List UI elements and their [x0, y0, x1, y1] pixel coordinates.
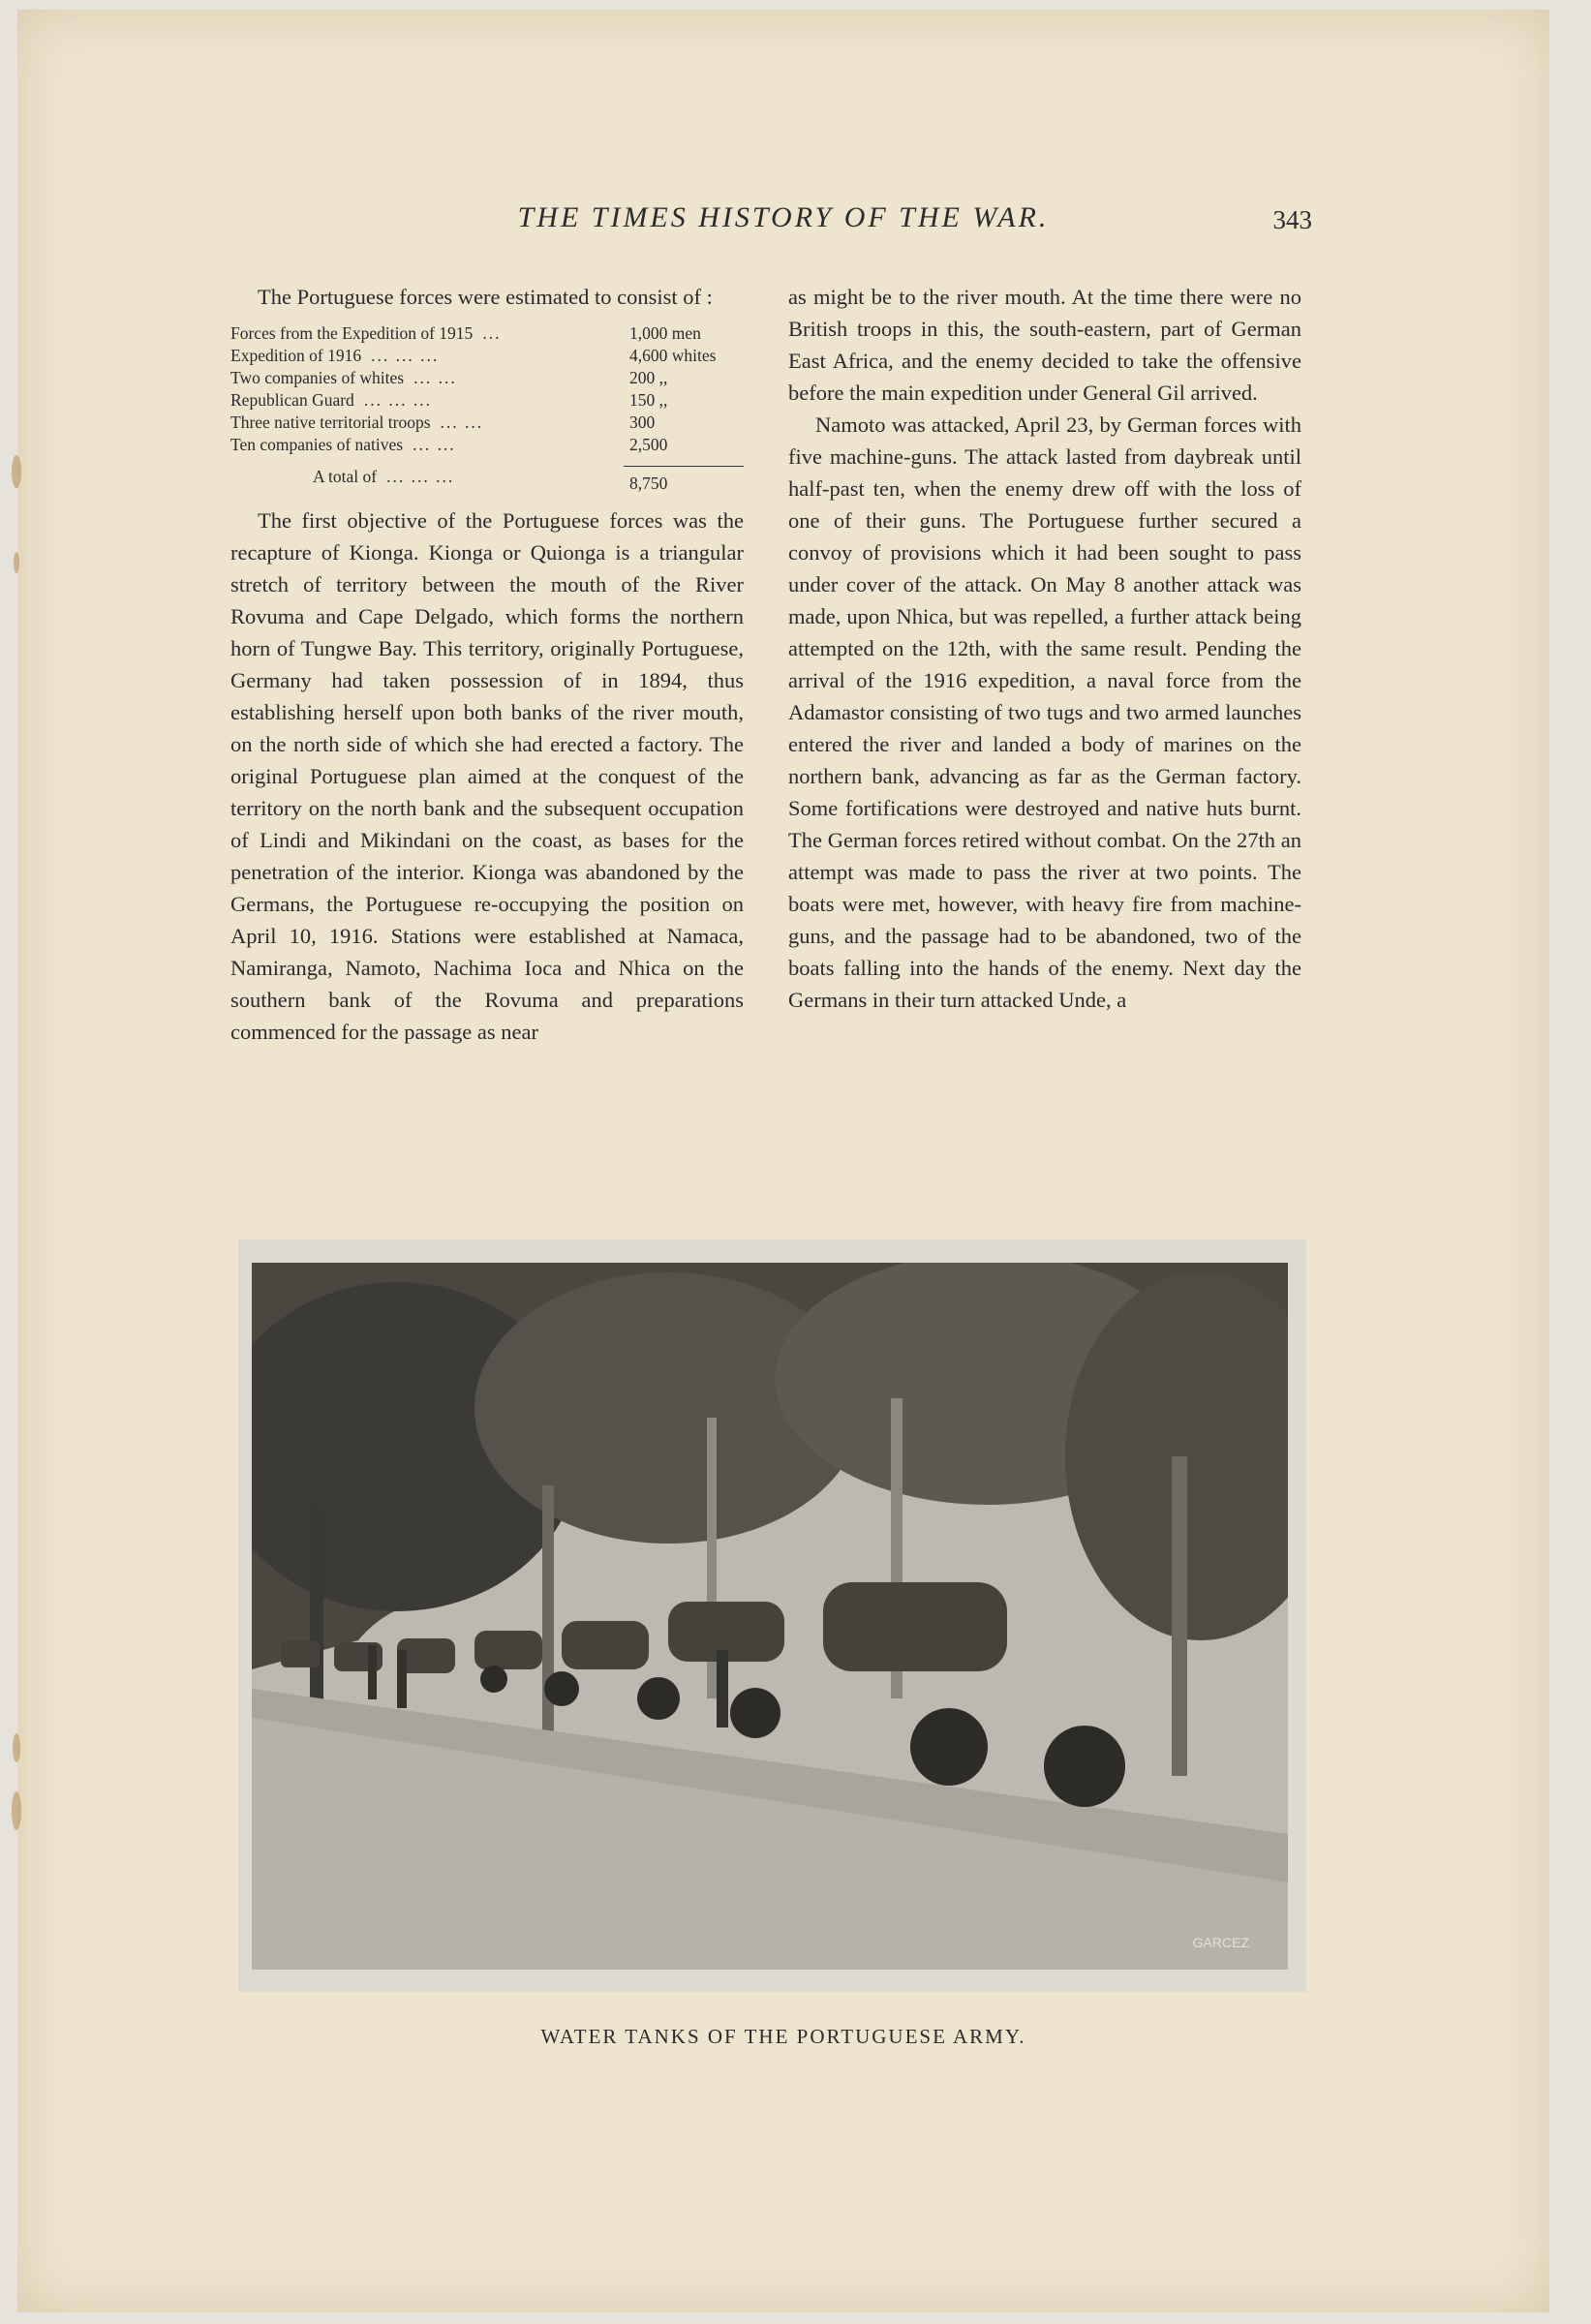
left-column: [230, 281, 744, 1048]
forces-table: [230, 322, 744, 456]
body-paragraph: Namoto was attacked, April 23, by German forces with five machine-guns. The attack lasted from daybreak until half-past ten, when the enemy drew off with the loss of one of their guns. The Portuguese further secured a convoy of provisions which it had been sought to pass under cover of the attack. On May 8 another attack was made, upon Nhica, but was repelled, a further attack being attempted on the 12th, with the same result. Pending the arrival of the 1916 expedition, a naval force from the Adamastor consisting of two tugs and two armed launches entered the river and landed a body of marines on the northern bank, advancing as far as the German factory. Some fortifications were destroyed and native huts burnt. The German forces retired without combat. On the 27th an attempt was made to pass the river at two points. The boats were met, however, with heavy fire from machine-guns, and the passage had to be abandoned, two of the boats falling into the hands of the enemy. Next day the Germans in their turn attacked Unde, a: [788, 413, 1301, 1012]
forces-value: 200 ,,: [629, 368, 668, 387]
forces-label: Ten companies of natives: [230, 435, 404, 454]
forces-label: Three native territorial troops: [230, 413, 431, 432]
forces-value: 150 ,,: [629, 390, 668, 410]
leader-dots: ... ...: [440, 413, 484, 432]
leader-dots: ... ...: [413, 435, 456, 454]
forces-row: [230, 345, 744, 367]
forces-value: 4,600 whites: [629, 346, 717, 365]
right-column: [788, 281, 1301, 1016]
forces-value: 1,000 men: [629, 323, 701, 343]
forces-row: [230, 367, 744, 389]
forces-label: Republican Guard: [230, 390, 354, 410]
forces-row: [230, 322, 744, 345]
foxing-spot: [14, 552, 19, 573]
leader-dots: ... ... ...: [371, 346, 440, 365]
leader-dots: ... ...: [413, 368, 457, 387]
foxing-spot: [12, 455, 21, 488]
photo-credit: GARCEZ: [1192, 1935, 1249, 1950]
forces-row: [230, 434, 744, 456]
total-value: 8,750: [624, 466, 744, 495]
foxing-spot: [12, 1791, 21, 1830]
body-paragraph: as might be to the river mouth. At the time there were no British troops in this, the south-eastern, part of German East Africa, and the enemy decided to take the offensive before the main expedition under General Gil arrived.: [788, 285, 1301, 405]
leader-dots: ...: [482, 323, 502, 343]
page-header: [17, 201, 1549, 240]
forces-label: Expedition of 1916: [230, 346, 362, 365]
photo-illustration: [252, 1263, 1288, 1970]
water-tanks-photo: [252, 1263, 1288, 1970]
forces-row: [230, 389, 744, 412]
page-number: 343: [1272, 205, 1312, 234]
total-label: A total of: [313, 467, 378, 486]
photo-frame: [238, 1239, 1306, 1992]
forces-value: 2,500: [629, 435, 668, 454]
forces-total-row: [230, 466, 744, 495]
page-sheet: [17, 10, 1549, 2312]
forces-value: 300: [629, 413, 656, 432]
forces-intro: The Portuguese forces were estimated to consist of :: [258, 285, 713, 309]
leader-dots: ... ... ...: [386, 467, 455, 486]
body-paragraph: The first objective of the Portuguese forces was the recapture of Kionga. Kionga or Quionga is a triangular stretch of territory between the mouth of the River Rovuma and Cape Delgado, which forms the northern horn of Tungwe Bay. This territory, originally Portuguese, Germany had taken possession of in 1894, thus establishing herself upon both banks of the river mouth, on the north side of which she had erected a factory. The original Portuguese plan aimed at the conquest of the territory on the north bank and the subsequent occupation of Lindi and Mikindani on the coast, as bases for the penetration of the interior. Kionga was abandoned by the Germans, the Portuguese re-occupying the position on April 10, 1916. Stations were established at Namaca, Namiranga, Namoto, Nachima Ioca and Nhica on the southern bank of the Rovuma and preparations commenced for the passage as near: [230, 508, 744, 1044]
foxing-spot: [13, 1733, 20, 1762]
leader-dots: ... ... ...: [363, 390, 432, 410]
photo-caption: WATER TANKS OF THE PORTUGUESE ARMY.: [540, 2025, 1026, 2048]
forces-label: Forces from the Expedition of 1915: [230, 323, 474, 343]
forces-row: [230, 412, 744, 434]
forces-label: Two companies of whites: [230, 368, 405, 387]
running-title: THE TIMES HISTORY OF THE WAR.: [517, 201, 1050, 233]
